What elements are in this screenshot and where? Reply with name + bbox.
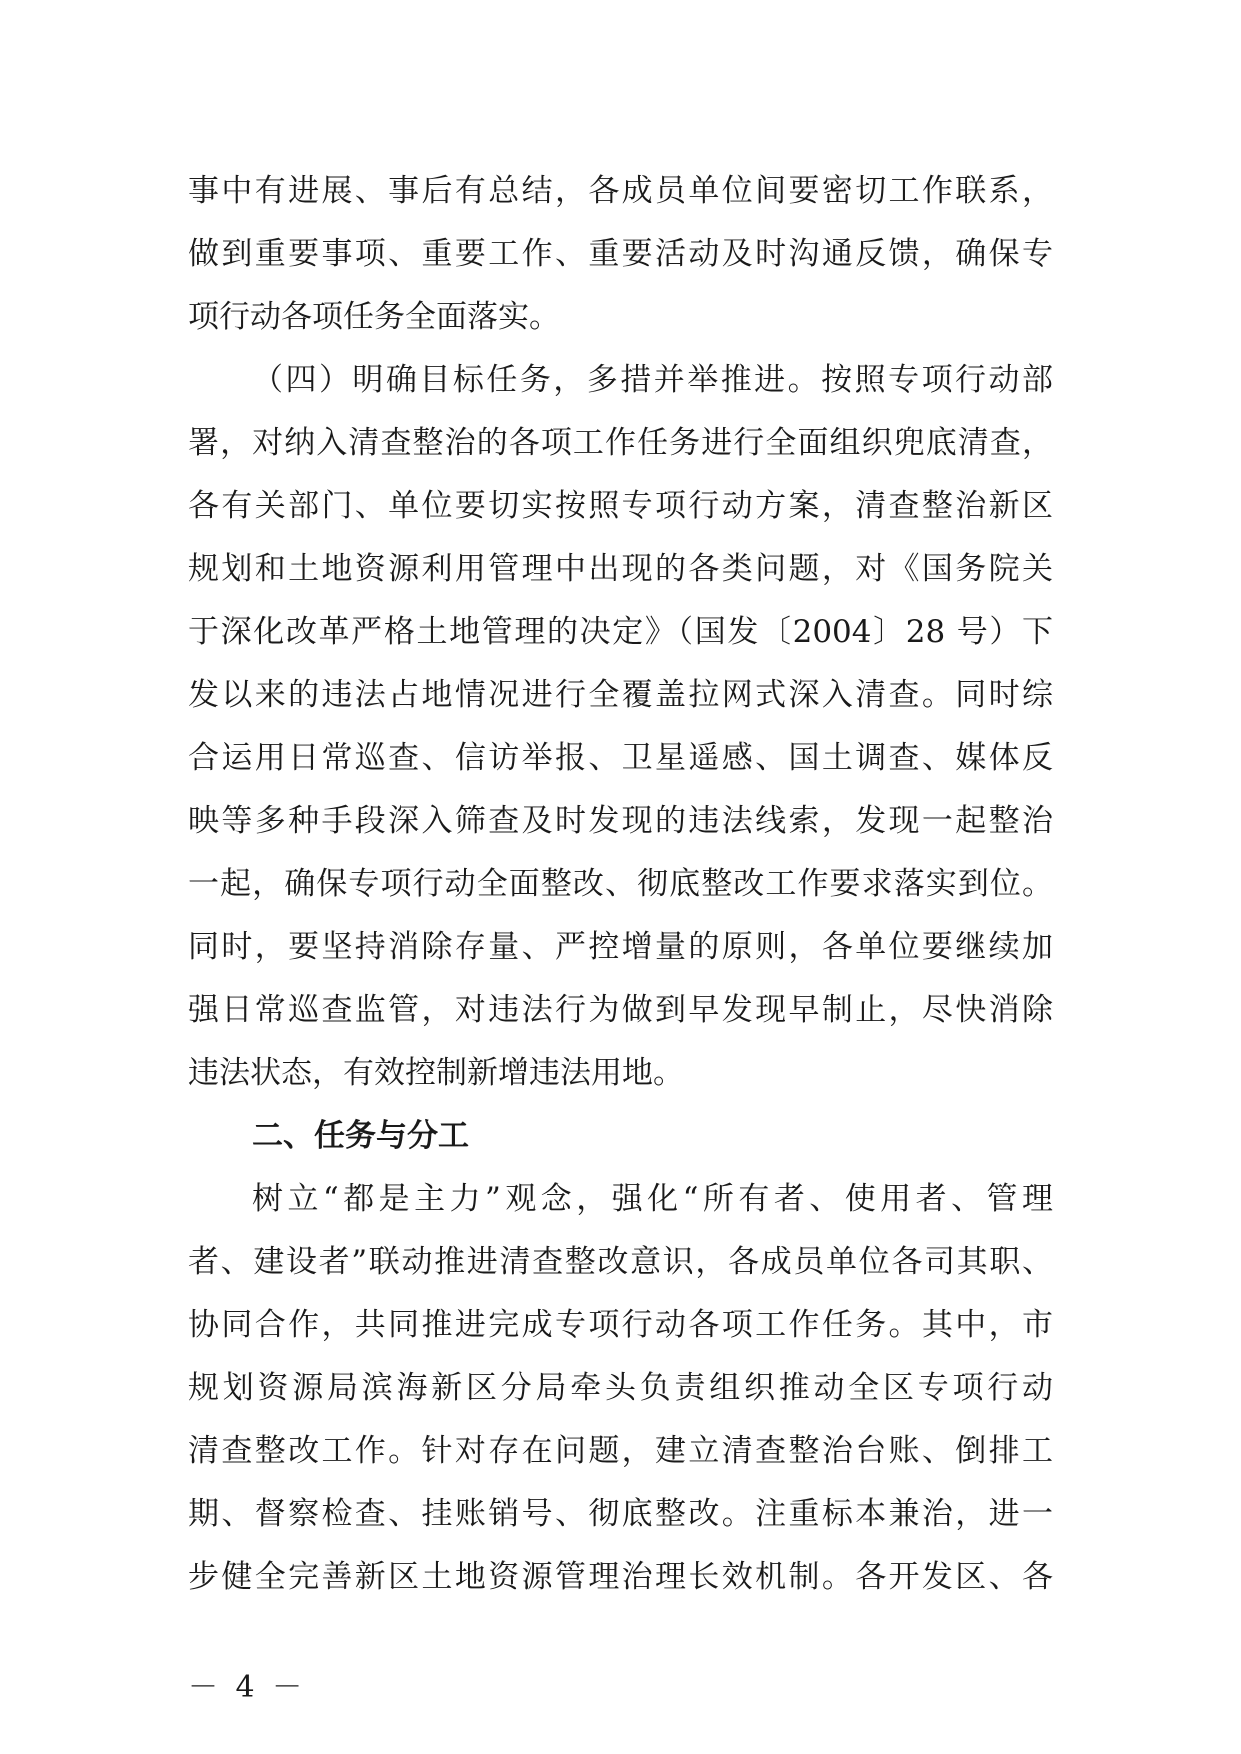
page-number: － 4 － (188, 1670, 307, 1705)
text-line: 步健全完善新区土地资源管理治理长效机制。各开发区、各 (188, 1559, 1053, 1595)
text-line: 协同合作，共同推进完成专项行动各项工作任务。其中，市 (188, 1307, 1053, 1343)
text-line: 规划资源局滨海新区分局牵头负责组织推动全区专项行动 (188, 1370, 1053, 1406)
text-line: 事中有进展、事后有总结，各成员单位间要密切工作联系， (188, 173, 1053, 209)
text-line: 做到重要事项、重要工作、重要活动及时沟通反馈，确保专 (188, 236, 1053, 272)
text-line: 映等多种手段深入筛查及时发现的违法线索，发现一起整治 (188, 803, 1053, 839)
text-line: 一起，确保专项行动全面整改、彻底整改工作要求落实到位。 (188, 866, 1053, 902)
text-line: 清查整改工作。针对存在问题，建立清查整治台账、倒排工 (188, 1433, 1053, 1469)
section-heading-tasks: 二、任务与分工 (252, 1118, 469, 1154)
text-line: 违法状态，有效控制新增违法用地。 (188, 1055, 684, 1091)
text-line: 合运用日常巡查、信访举报、卫星遥感、国土调查、媒体反 (188, 740, 1053, 776)
text-line: 规划和土地资源利用管理中出现的各类问题，对《国务院关 (188, 551, 1053, 587)
body-text (188, 160, 1053, 1609)
text-line: 于深化改革严格土地管理的决定》（国发〔2004〕28 号）下 (188, 614, 1053, 650)
text-line: 项行动各项任务全面落实。 (188, 299, 560, 335)
text-line: 强日常巡查监管，对违法行为做到早发现早制止，尽快消除 (188, 992, 1053, 1028)
text-line: 同时，要坚持消除存量、严控增量的原则，各单位要继续加 (188, 929, 1053, 965)
text-line: 发以来的违法占地情况进行全覆盖拉网式深入清查。同时综 (188, 677, 1053, 713)
text-line: 树立“都是主力”观念，强化“所有者、使用者、管理 (252, 1181, 1053, 1217)
text-line: 期、督察检查、挂账销号、彻底整改。注重标本兼治，进一 (188, 1496, 1053, 1532)
text-line: 各有关部门、单位要切实按照专项行动方案，清查整治新区 (188, 488, 1053, 524)
text-line: 署，对纳入清查整治的各项工作任务进行全面组织兜底清查， (188, 425, 1053, 461)
section-heading-four: （四）明确目标任务，多措并举推进。按照专项行动部 (252, 362, 1053, 398)
text-line: 者、建设者”联动推进清查整改意识，各成员单位各司其职、 (188, 1244, 1053, 1280)
